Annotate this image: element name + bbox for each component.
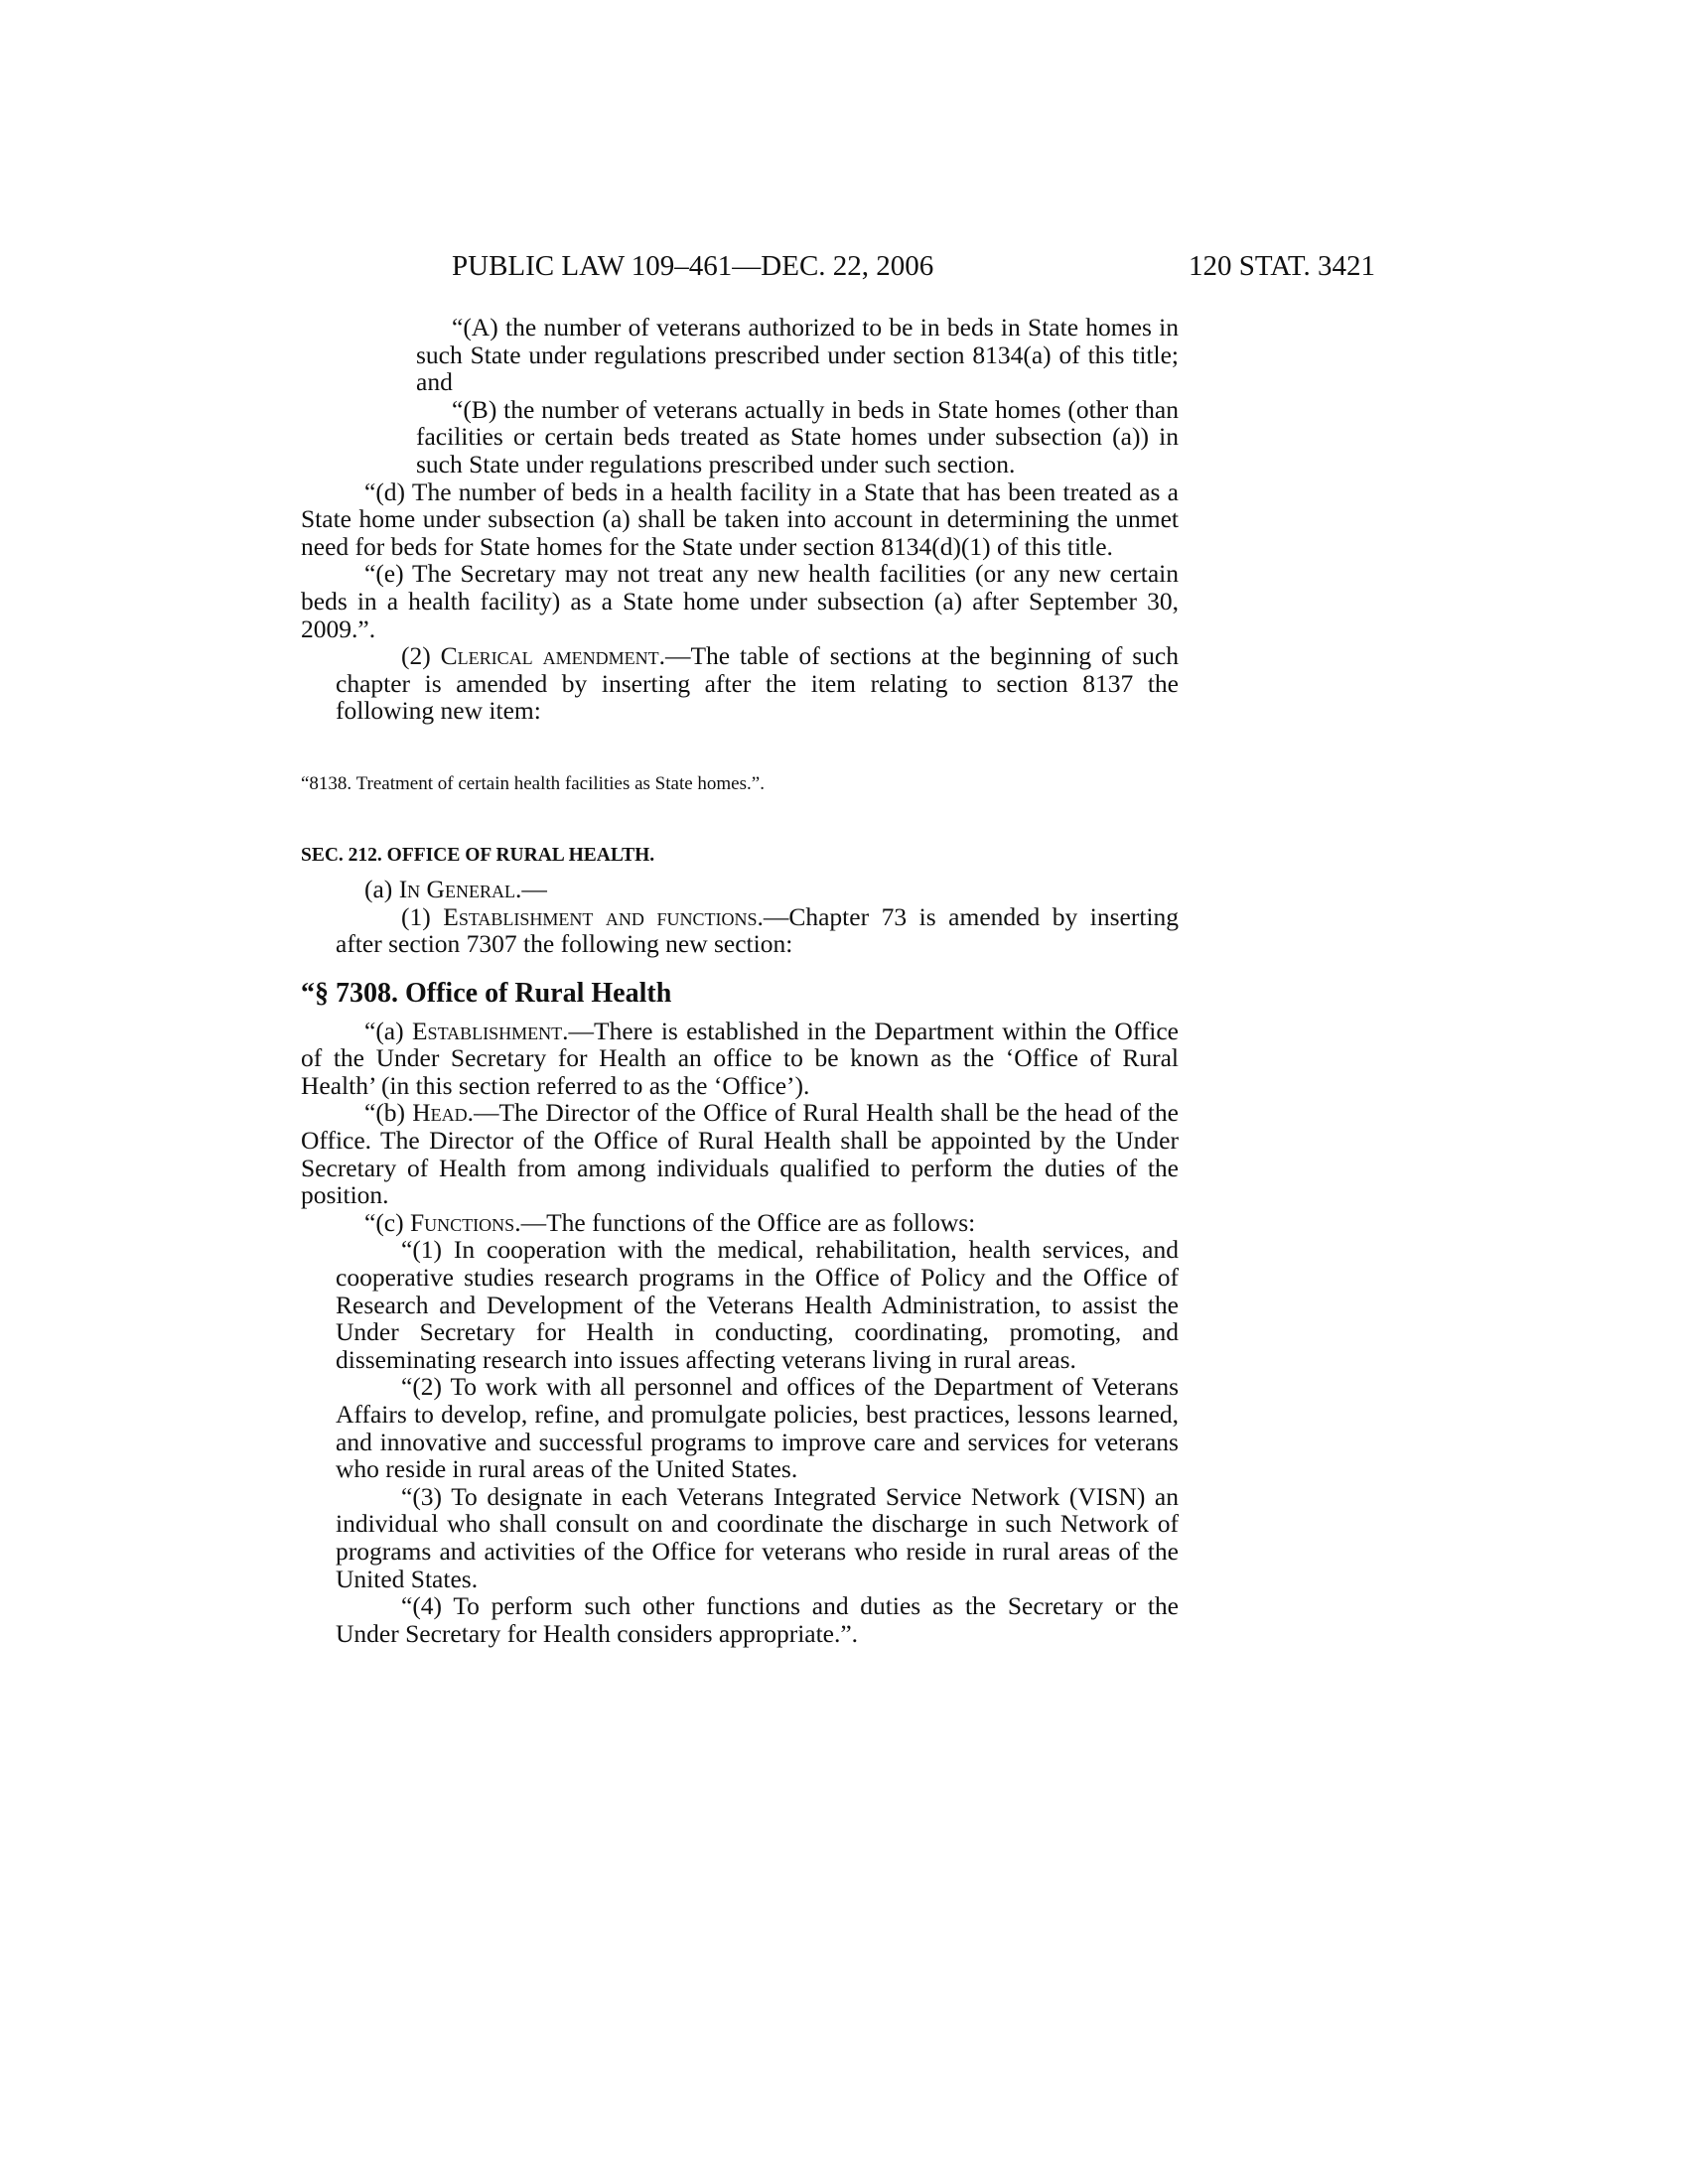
sub-b-number: “(b) xyxy=(364,1098,413,1128)
paragraph-A: “(A) the number of veterans authorized to be in beds in State homes in such State under regulations prescribed under section 8134(a) of this title; and xyxy=(416,313,1179,397)
subsection-a-in-general xyxy=(301,876,1179,903)
sub-c-number: “(c) xyxy=(364,1207,410,1237)
in-general-heading: In General xyxy=(398,874,515,903)
subsection-a-establishment xyxy=(301,1018,1179,1100)
subsection-c-functions xyxy=(301,1209,1179,1237)
clerical-heading: Clerical amendment xyxy=(440,641,659,671)
sub-b-heading: Head xyxy=(412,1098,468,1128)
clerical-text: .—The table of sections at the beginning of such chapter is amended by inserting after the item relating to section 8137 the following new item: xyxy=(336,641,1180,726)
establishment-and-functions xyxy=(336,903,1179,958)
establishment-heading: Establishment and functions xyxy=(443,901,758,931)
establishment-text: .—Chapter 73 is amended by inserting after section 7307 the following new section: xyxy=(336,901,1180,959)
paragraph-B: “(B) the number of veterans actually in beds in State homes (other than facilities or certain beds treated as State homes under subsection (a)) in such State under regulations prescribed under such section. xyxy=(416,394,1179,478)
function-2: “(2) To work with all personnel and offices of the Department of Veterans Affairs to develop, refine, and promulgate policies, best practices, lessons learned, and innovative and successful programs to improve care and services for veterans who reside in rural areas of the United States. xyxy=(336,1372,1179,1484)
clerical-amendment xyxy=(336,642,1179,725)
sub-a-text: .—There is established in the Department within the Office of the Under Secretary for Health an office to be known as the ‘Office of Rural Health’ (in this section referred to as the ‘Office’). xyxy=(301,1016,1179,1100)
in-general-number: (a) xyxy=(364,874,399,903)
sub-a-number: “(a) xyxy=(364,1016,412,1045)
subsection-d: “(d) The number of beds in a health facility in a State that has been treated as a State home under subsection (a) shall be taken into account in determining the unmet need for beds for State homes for the State under section 8134(d)(1) of this title. xyxy=(301,477,1179,561)
in-general-dash: .— xyxy=(514,874,547,903)
sub-a-heading: Establishment xyxy=(411,1016,563,1045)
statute-body xyxy=(301,314,1179,1647)
subsection-e: “(e) The Secretary may not treat any new health facilities (or any new certain beds in a health facility) as a State home under subsection (a) after September 30, 2009.”. xyxy=(301,559,1179,643)
function-4: “(4) To perform such other functions and duties as the Secretary or the Under Secretary for Health considers appropriate.”. xyxy=(336,1591,1179,1648)
sub-c-text: .—The functions of the Office are as follows: xyxy=(514,1207,976,1237)
running-header xyxy=(452,248,1375,288)
function-1: “(1) In cooperation with the medical, rehabilitation, health services, and cooperative studies research programs in the Office of Policy and the Office of Research and Development of the Veterans Health Administration, to assist the Under Secretary for Health in conducting, coordinating, promoting, and disseminating research into issues affecting veterans living in rural areas. xyxy=(336,1235,1179,1374)
clerical-number: (2) xyxy=(401,641,441,671)
function-3: “(3) To designate in each Veterans Integrated Service Network (VISN) an individual who shall consult on and coordinate the discharge in such Network of programs and activities of the Office for veterans who reside in rural areas of the United States. xyxy=(336,1481,1179,1593)
subsection-b-head xyxy=(301,1099,1179,1208)
statute-page-number: 120 STAT. 3421 xyxy=(1188,250,1375,282)
section-title: “§ 7308. Office of Rural Health xyxy=(301,977,672,1009)
header-title: PUBLIC LAW 109–461—DEC. 22, 2006 xyxy=(452,250,934,282)
establishment-number: (1) xyxy=(401,901,444,931)
sub-c-heading: Functions xyxy=(410,1207,515,1237)
section-heading: SEC. 212. OFFICE OF RURAL HEALTH. xyxy=(301,844,655,866)
table-of-sections-item: “8138. Treatment of certain health facilities as State homes.”. xyxy=(301,772,765,794)
sub-b-text: .—The Director of the Office of Rural Health shall be the head of the Office. The Director of the Office of Rural Health shall be appointed by the Under Secretary of Health from among individuals qualified to perform the duties of the position. xyxy=(301,1098,1179,1210)
